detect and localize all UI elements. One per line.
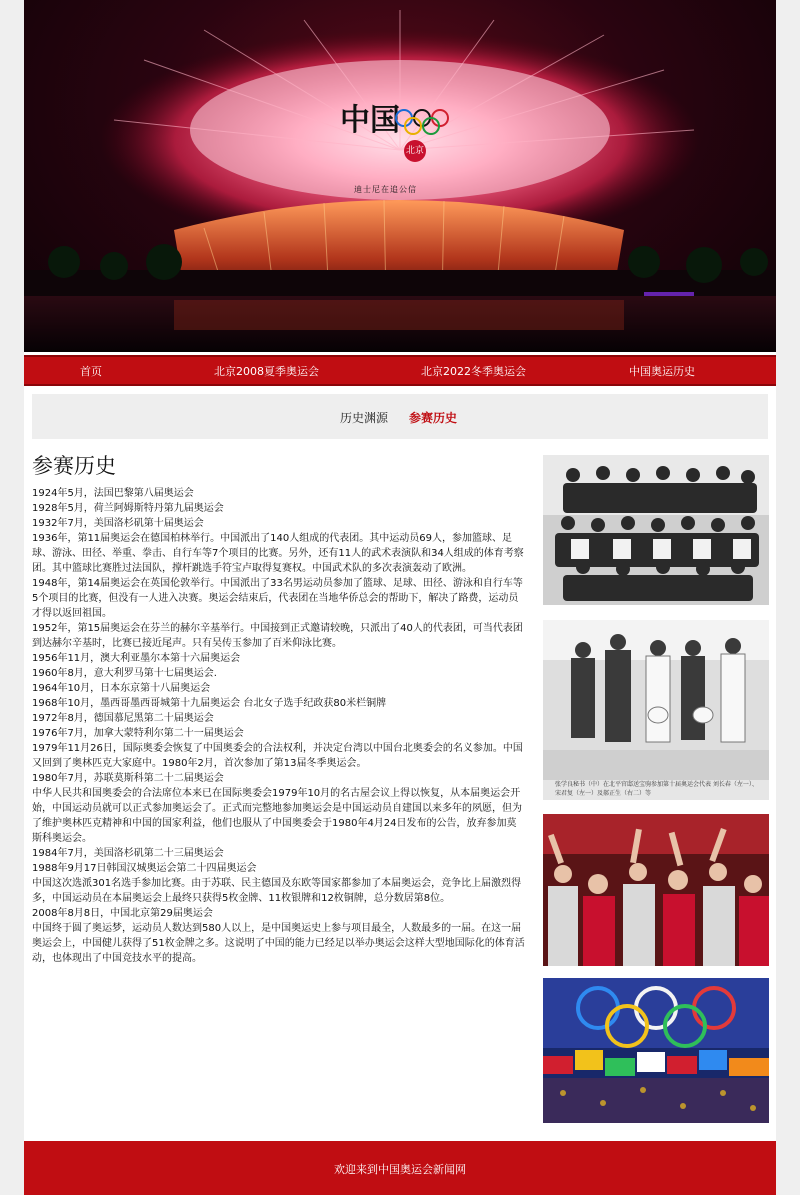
photo-celebration xyxy=(543,814,769,966)
article-paragraph: 1948年，第14届奥运会在英国伦敦举行。中国派出了33名男运动员参加了篮球、足球、田径、游泳和自行车等5个项目的比赛，但没有一人进入决赛。奥运会结束后，代表团在当地华侨总会的帮助下，解决了路费，运动员才得以返回祖国。 xyxy=(32,578,523,619)
nav-item-beijing-2022[interactable]: 北京2022冬季奥运会 xyxy=(421,365,526,378)
article-paragraph: 1936年，第11届奥运会在德国柏林举行。中国派出了140人组成的代表团。其中运动员69人，参加篮球、足球、游泳、田径、举重、拳击、自行车等7个项目的比赛。另外，还有11人的武术表演队和34人组成的体育考察团。其中篮球比赛胜过法国队，撑杆跳选手符宝卢取得复赛权。中国武术队的多次表演轰动了欧洲。 xyxy=(32,533,524,574)
article-paragraph: 中国终于圆了奥运梦，运动员人数达到580人以上，是中国奥运史上参与项目最全，人数最多的一届。在这一届奥运会上，中国健儿获得了51枚金牌之多。这说明了中国的能力已经足以举办奥运会这样大型地国际化的体育活动，也体现出了中国竞技水平的提高。 xyxy=(32,923,525,964)
hero-banner xyxy=(24,0,776,352)
article-paragraph: 1980年7月，苏联莫斯科第二十二届奥运会 xyxy=(32,773,224,784)
team-photo-illustration xyxy=(543,455,769,605)
olympic-rings-icon xyxy=(394,108,450,138)
article-paragraph: 1960年8月，意大利罗马第十七届奥运会. xyxy=(32,668,217,679)
footer-welcome-text: 欢迎来到中国奥运会新闻网 xyxy=(334,1163,466,1176)
article-body xyxy=(32,486,526,966)
nav-item-home[interactable]: 首页 xyxy=(80,365,102,378)
celebration-photo-illustration xyxy=(543,814,769,966)
article-paragraph: 1924年5月，法国巴黎第八届奥运会 xyxy=(32,488,194,499)
delegation-photo-illustration xyxy=(543,620,769,780)
article-paragraph: 1928年5月，荷兰阿姆斯特丹第九届奥运会 xyxy=(32,503,224,514)
article-paragraph: 1968年10月，墨西哥墨西哥城第十九届奥运会 台北女子选手纪政获80米栏铜牌 xyxy=(32,698,387,709)
photo-1932-delegation xyxy=(543,620,769,800)
article-paragraph: 1976年7月，加拿大蒙特利尔第二十一届奥运会 xyxy=(32,728,244,739)
nav-item-beijing-2008[interactable]: 北京2008夏季奥运会 xyxy=(214,365,319,378)
photo-1936-team xyxy=(543,455,769,605)
footer xyxy=(24,1141,776,1195)
photo-opening-ceremony xyxy=(543,978,769,1123)
article-paragraph: 1952年，第15届奥运会在芬兰的赫尔辛基举行。中国接到正式邀请较晚，只派出了40人的代表团，可当代表团到达赫尔辛基时，比赛已接近尾声。只有吴传玉参加了百米仰泳比赛。 xyxy=(32,623,523,649)
article-paragraph: 1932年7月，美国洛杉矶第十届奥运会 xyxy=(32,518,204,529)
article-paragraph: 1956年11月，澳大利亚墨尔本第十六届奥运会 xyxy=(32,653,241,664)
opening-ceremony-illustration xyxy=(543,978,769,1123)
article-paragraph: 1964年10月，日本东京第十八届奥运会 xyxy=(32,683,211,694)
main-nav xyxy=(24,355,776,386)
logo-slogan: 迪士尼在追公信 xyxy=(354,185,417,194)
logo-text: 中国 xyxy=(340,103,400,138)
article-paragraph: 中国这次选派301名选手参加比赛。由于苏联、民主德国及东欧等国家都参加了本届奥运会，竞争比上届激烈得多，中国运动员在本届奥运会上最终只获得5枚金牌、11枚银牌和12枚铜牌，总分数居第8位。 xyxy=(32,878,522,904)
sub-nav xyxy=(32,394,768,439)
tab-participation-history[interactable]: 参赛历史 xyxy=(409,411,458,425)
article-paragraph: 1988年9月17日韩国汉城奥运会第二十四届奥运会 xyxy=(32,863,257,874)
article-paragraph: 1979年11月26日，国际奥委会恢复了中国奥委会的合法权利，并决定台湾以中国台北奥委会的名义参加。中国又回到了奥林匹克大家庭中。1980年2月，首次参加了第13届冬季奥运会。 xyxy=(32,743,523,769)
beijing-2008-logo xyxy=(340,103,448,198)
tab-history-origin[interactable]: 历史渊源 xyxy=(340,411,389,425)
article-paragraph: 中华人民共和国奥委会的合法席位本来已在国际奥委会1979年10月的名古屋会议上得以恢复，从本届奥运会开始，中国运动员就可以正式参加奥运会了。正式而完整地参加奥运会是中国运动员自建国以来多年的夙愿，但为了维护奥林匹克精神和中国的国家利益，他们也服从了中国奥委会于1980年4月24日发布的公告，放弃参加莫斯科奥运会。 xyxy=(32,788,522,844)
page-title: 参赛历史 xyxy=(32,454,116,478)
photo-caption: 张学良秘书（中）在北平官邸送宝驹参加第十届奥运会代表 刘长春（左一）、宋君复（左一）及郝正生（右二）等 xyxy=(555,781,758,797)
nav-item-china-olympic-history[interactable]: 中国奥运历史 xyxy=(629,365,695,378)
article-paragraph: 1984年7月，美国洛杉矶第二十三届奥运会 xyxy=(32,848,224,859)
logo-seal: 北京 xyxy=(404,140,426,162)
page xyxy=(24,0,776,1195)
article-paragraph: 2008年8月8日，中国北京第29届奥运会 xyxy=(32,908,213,919)
article-paragraph: 1972年8月，德国慕尼黑第二十届奥运会 xyxy=(32,713,214,724)
